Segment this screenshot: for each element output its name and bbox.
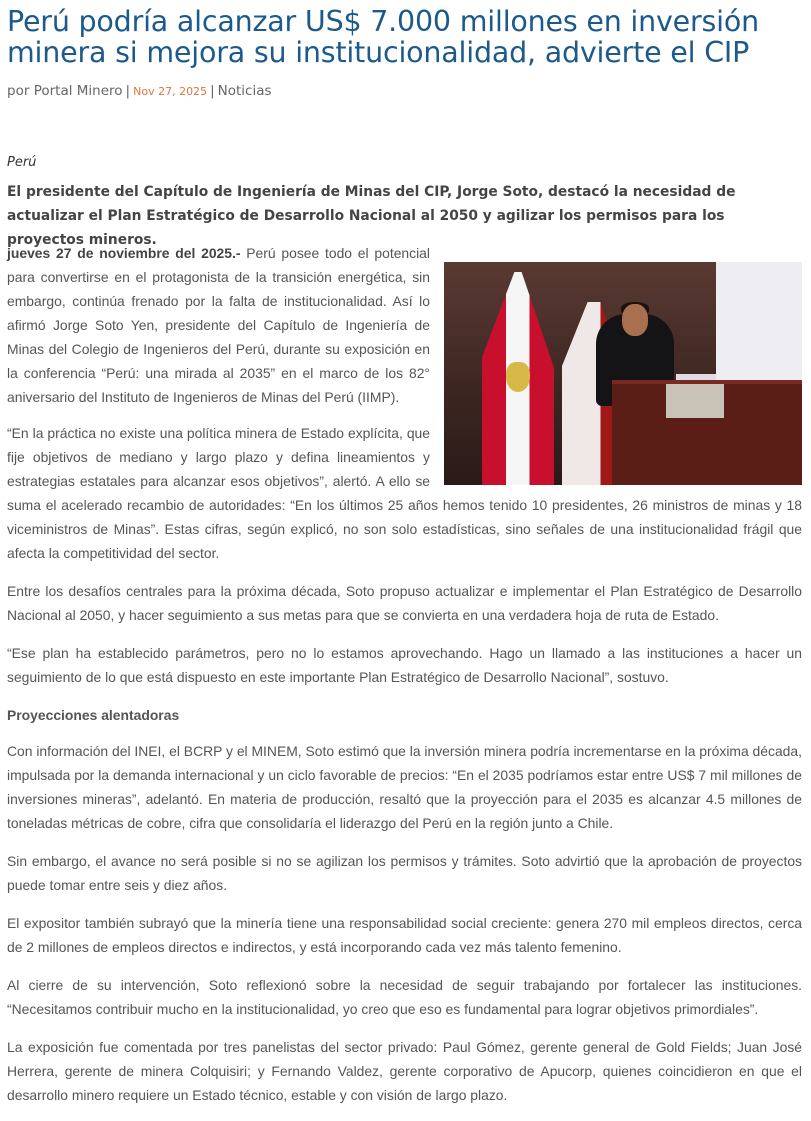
paragraph: “Ese plan ha establecido parámetros, pero no lo estamos aprovechando. Hago un llamado a las instituciones a hacer un seguimiento de lo que está dispuesto en este importante Plan Estratégico de Desarrollo Nacional”, sostuvo. <box>7 645 802 685</box>
paragraph: La exposición fue comentada por tres panelistas del sector privado: Paul Gómez, gerente general de Gold Fields; Juan José Herrera, gerente de minera Colquisiri; y Fernando Valdez, gerente corporativo de Apucorp, quienes coincidieron en que el desarrollo minero requiere un Estado técnico, estable y con visión de largo plazo. <box>7 1039 802 1103</box>
dateline: jueves 27 de noviembre del 2025.- <box>7 245 241 261</box>
author-link[interactable]: Portal Minero <box>33 83 123 99</box>
paragraph: Al cierre de su intervención, Soto reflexionó sobre la necesidad de seguir trabajando por fortalecer las instituciones. “Necesitamos contribuir mucho en la institucionalidad, yo creo que eso es fundamental para lograr objetivos primordiales”. <box>7 977 802 1017</box>
paragraph: “En la práctica no existe una política minera de Estado explícita, que fije objetivos de mediano y largo plazo y defina lineamientos y estrategias estatales para alcanzar esos objetivos”, alertó. A ello se suma el acelerado recambio de autoridades: “En los últimos 25 años hemos tenido 10 presidentes, 26 ministros de minas y 18 viceministros de Minas”. Estas cifras, según explicó, no son solo estadísticas, sino señales de una institucionalidad frágil que afecta la competitividad del sector. <box>7 425 802 561</box>
paragraph: jueves 27 de noviembre del 2025.- Perú posee todo el potencial para convertirse en el protagonista de la transición energética, sin embargo, continúa frenado por la falta de institucionalidad. Así lo afirmó Jorge Soto Yen, presidente del Capítulo de Ingeniería de Minas del Colegio de Ingenieros del Perú, durante su exposición en la conferencia “Perú: una mirada al 2035” en el marco de los 82° aniversario del Instituto de Ingenieros de Minas del Perú (IIMP). <box>7 245 430 405</box>
meta-separator: | <box>125 83 131 99</box>
article-meta <box>7 83 272 99</box>
paragraph: Con información del INEI, el BCRP y el MINEM, Soto estimó que la inversión minera podría incrementarse en la próxima década, impulsada por la demanda internacional y un ciclo favorable de precios: “En el 2035 podríamos estar entre US$ 7 mil millones de inversiones mineras”, adelantó. En materia de producción, resaltó que la proyección para el 2035 es alcanzar 4.5 millones de toneladas métricas de cobre, cifra que consolidaría el liderazgo del Perú en la región junto a Chile. <box>7 743 802 831</box>
article-location: Perú <box>7 155 37 170</box>
publish-date: Nov 27, 2025 <box>133 85 208 98</box>
article-lead: El presidente del Capítulo de Ingeniería de Minas del CIP, Jorge Soto, destacó la necesidad de actualizar el Plan Estratégico de Desarrollo Nacional al 2050 y agilizar los permisos para los proyectos mineros. <box>7 184 736 248</box>
meta-separator: | <box>210 83 215 99</box>
article-body <box>7 241 802 1121</box>
paragraph: Sin embargo, el avance no será posible si no se agilizan los permisos y trámites. Soto advirtió que la aprobación de proyectos puede tomar entre seis y diez años. <box>7 853 802 893</box>
byline-prefix: por <box>7 83 30 99</box>
category-link[interactable]: Noticias <box>217 83 272 99</box>
paragraph: El expositor también subrayó que la minería tiene una responsabilidad social creciente: genera 270 mil empleos directos, cerca de 2 millones de empleos directos e indirectos, y está incorporando cada vez más talento femenino. <box>7 915 802 955</box>
article-photo <box>444 262 802 485</box>
article-title: Perú podría alcanzar US$ 7.000 millones en inversión minera si mejora su institucionalidad, advierte el CIP <box>7 5 759 69</box>
section-heading: Proyecciones alentadoras <box>7 707 180 723</box>
paragraph: Entre los desafíos centrales para la próxima década, Soto propuso actualizar e implementar el Plan Estratégico de Desarrollo Nacional al 2050, y hacer seguimiento a sus metas para que se convierta en una verdadera hoja de ruta de Estado. <box>7 583 802 623</box>
